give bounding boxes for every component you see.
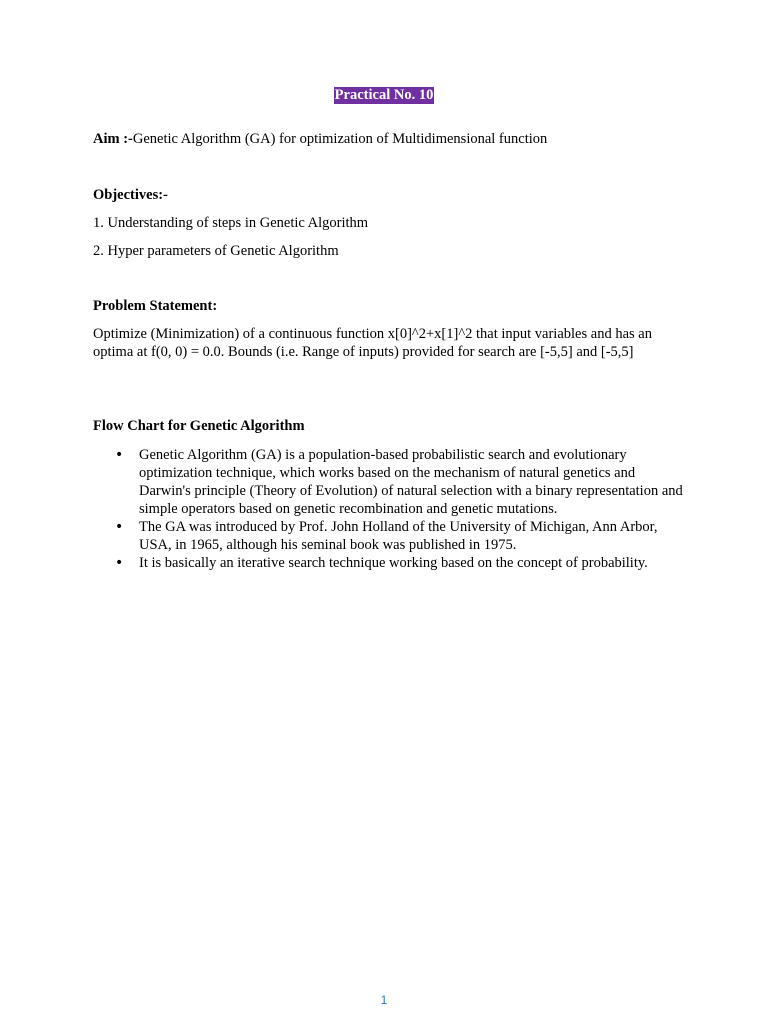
objectives-heading: Objectives:- <box>93 187 168 203</box>
aim-label: Aim :- <box>93 131 133 147</box>
page-number: 1 <box>380 993 388 1007</box>
bullet-icon: • <box>115 519 124 535</box>
title-container <box>0 86 768 104</box>
flow-chart-bullet-list <box>93 446 683 572</box>
list-item <box>93 554 683 572</box>
aim-text: Genetic Algorithm (GA) for optimization of Multidimensional function <box>132 131 548 147</box>
bullet-text: The GA was introduced by Prof. John Holland of the University of Michigan, Ann Arbor, USA, in 1965, although his seminal book was published in 1975. <box>139 519 658 553</box>
bullet-text: Genetic Algorithm (GA) is a population-based probabilistic search and evolutionary optimization technique, which works based on the mechanism of natural genetics and Darwin's principle (Theory of Evolution) of natural selection with a binary representation and simple operators based on genetic recombination and genetic mutations. <box>139 447 683 517</box>
page-title: Practical No. 10 <box>334 87 434 103</box>
list-item <box>93 518 683 554</box>
problem-statement-text: Optimize (Minimization) of a continuous function x[0]^2+x[1]^2 that input variables and has an optima at f(0, 0) = 0.0. Bounds (i.e. Range of inputs) provided for search are [-5,5] and [-5,5] <box>93 326 652 360</box>
bullet-icon: • <box>115 447 124 463</box>
objective-item-1: 1. Understanding of steps in Genetic Algorithm <box>93 215 369 231</box>
objective-item-2: 2. Hyper parameters of Genetic Algorithm <box>93 243 339 259</box>
bullet-text: It is basically an iterative search technique working based on the concept of probability. <box>139 555 648 571</box>
list-item <box>93 446 683 518</box>
flow-chart-heading: Flow Chart for Genetic Algorithm <box>93 418 305 434</box>
bullet-icon: • <box>115 555 124 571</box>
aim-line <box>93 130 683 148</box>
problem-statement-heading: Problem Statement: <box>93 298 218 314</box>
